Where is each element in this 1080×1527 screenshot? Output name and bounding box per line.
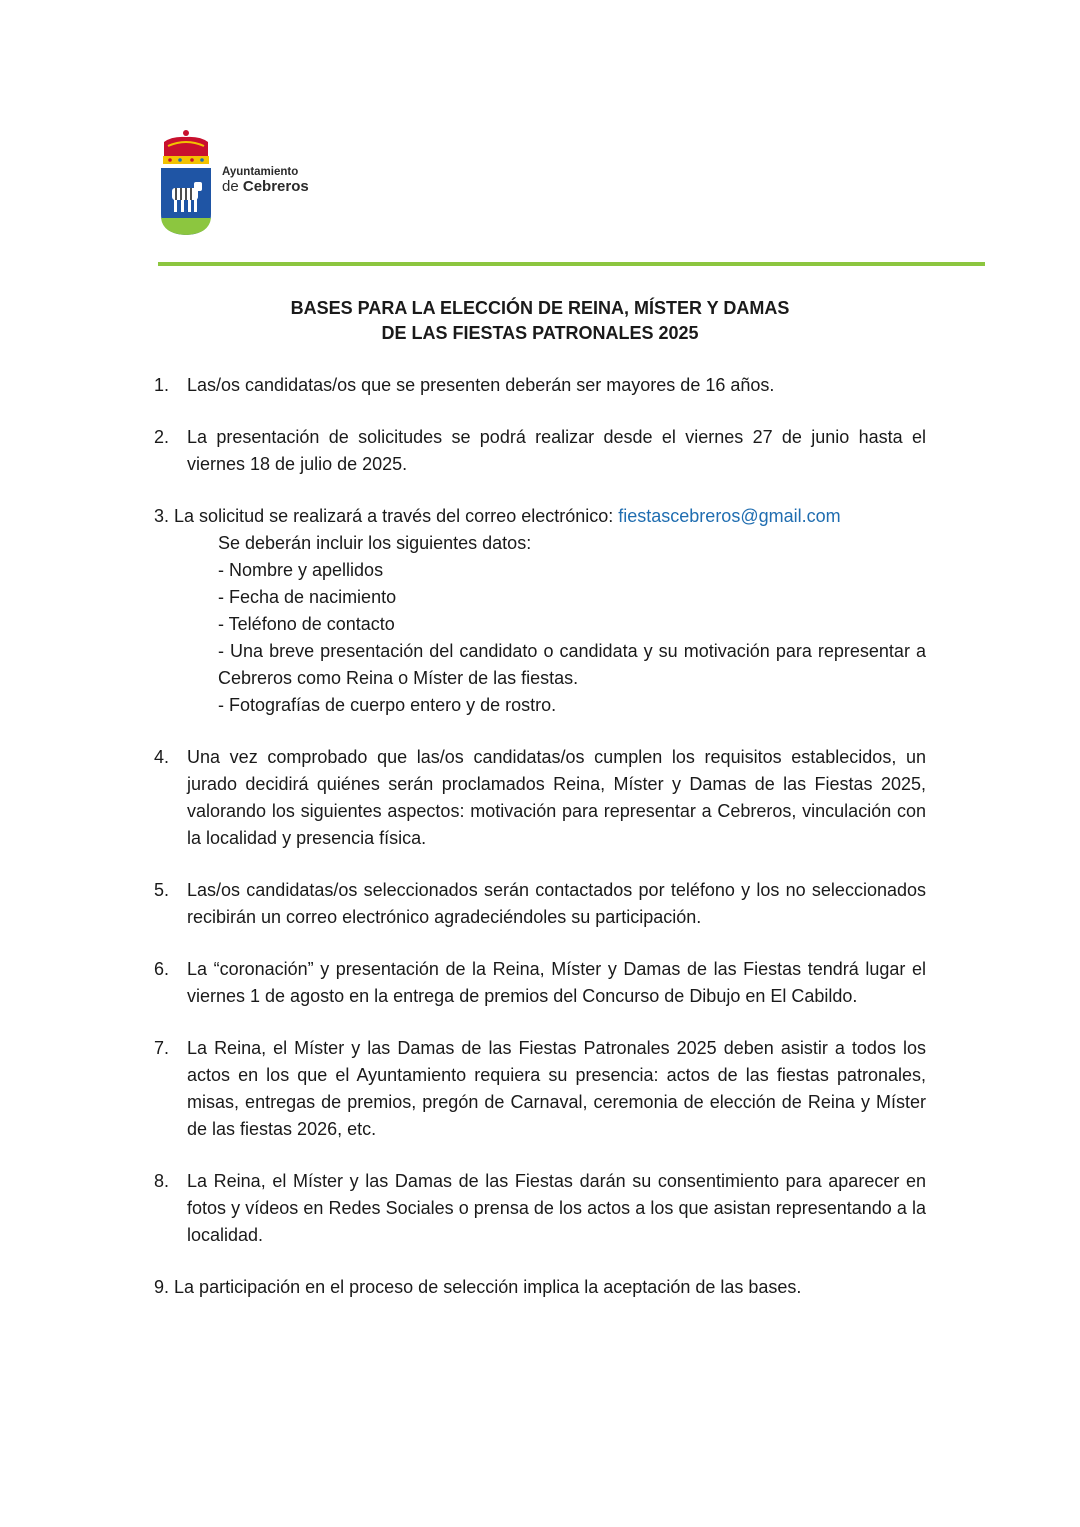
coat-of-arms-icon — [158, 128, 214, 238]
municipal-logo — [158, 128, 318, 238]
header-divider — [158, 262, 985, 266]
list-item: 4. Una vez comprobado que las/os candidatas/os cumplen los requisitos establecidos, un jurado decidirá quiénes serán proclamados Reina, Míster y Damas de las Fiestas 2025, valorando los siguientes aspectos: motivación para representar a Cebreros, vinculación con la localidad y presencia física. — [154, 747, 926, 848]
list-item: 2. La presentación de solicitudes se podrá realizar desde el viernes 27 de junio hasta el viernes 18 de julio de 2025. — [154, 427, 926, 474]
list-item: 8. La Reina, el Míster y las Damas de las Fiestas darán su consentimiento para aparecer en fotos y vídeos en Redes Sociales o prensa de los actos a los que asistan representando a la localidad. — [154, 1171, 926, 1245]
title-line1: BASES PARA LA ELECCIÓN DE REINA, MÍSTER Y DAMAS — [290, 298, 790, 318]
list-item: 7. La Reina, el Míster y las Damas de las Fiestas Patronales 2025 deben asistir a todos los actos en los que el Ayuntamiento requiera su presencia: actos de las fiestas patronales, misas, entregas de premios, pregón de Carnaval, ceremonia de elección de Reina y Míster de las fiestas 2026, etc. — [154, 1038, 926, 1139]
item-3-head: 3. La solicitud se realizará a través del correo electrónico: fiestascebreros@gmail.com — [154, 506, 841, 526]
document-title — [0, 296, 1080, 346]
list-item: 1. Las/os candidatas/os que se presenten deberán ser mayores de 16 años. — [154, 375, 775, 395]
logo-line2: de Cebreros — [222, 178, 309, 196]
title-line2: DE LAS FIESTAS PATRONALES 2025 — [381, 323, 699, 343]
required-data-list: Se deberán incluir los siguientes datos: - Nombre y apellidos - Fecha de nacimiento - Teléfono de contacto - Una breve presentación del candidato o candidata y su motivación para representar a Cebreros como Reina o Míster de las fiestas. - Fotografías de cuerpo entero y de rostro. — [218, 533, 926, 715]
email-link[interactable]: fiestascebreros@gmail.com — [618, 506, 841, 526]
list-item: 9. La participación en el proceso de selección implica la aceptación de las bases. — [154, 1277, 802, 1297]
logo-line1: Ayuntamiento — [222, 166, 299, 178]
rules-list — [154, 372, 926, 1301]
list-item: 5. Las/os candidatas/os seleccionados serán contactados por teléfono y los no seleccionados recibirán un correo electrónico agradeciéndoles su participación. — [154, 880, 926, 927]
list-item — [154, 503, 926, 719]
logo-text — [222, 166, 309, 195]
list-item: 6. La “coronación” y presentación de la Reina, Míster y Damas de las Fiestas tendrá lugar el viernes 1 de agosto en la entrega de premios del Concurso de Dibujo en El Cabildo. — [154, 959, 926, 1006]
